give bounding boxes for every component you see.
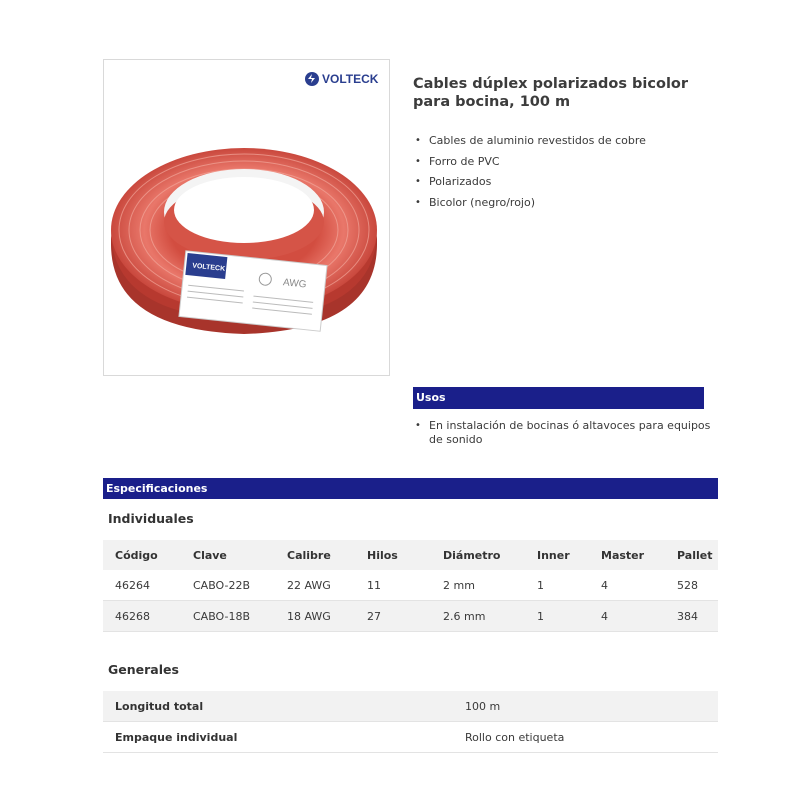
table-row [103, 691, 718, 722]
col-master: Master [589, 540, 665, 570]
table-row [103, 722, 718, 753]
col-clave: Clave [181, 540, 275, 570]
generales-label: Empaque individual [103, 722, 453, 753]
product-image [103, 59, 390, 376]
usos-header: Usos [413, 387, 704, 409]
cell-master: 4 [589, 601, 665, 632]
cell-clave: CABO-18B [181, 601, 275, 632]
feature-list [413, 131, 713, 213]
cell-pallet: 528 [665, 570, 718, 601]
specs-header: Especificaciones [103, 478, 718, 499]
generales-heading: Generales [108, 662, 179, 677]
col-inner: Inner [525, 540, 589, 570]
individuales-heading: Individuales [108, 511, 194, 526]
label-awg-text: AWG [282, 277, 308, 291]
cell-codigo: 46264 [103, 570, 181, 601]
cell-diametro: 2.6 mm [431, 601, 525, 632]
col-pallet: Pallet [665, 540, 718, 570]
feature-item: • Bicolor (negro/rojo) [413, 193, 713, 214]
cell-pallet: 384 [665, 601, 718, 632]
cell-clave: CABO-22B [181, 570, 275, 601]
generales-label: Longitud total [103, 691, 453, 722]
cell-inner: 1 [525, 570, 589, 601]
col-hilos: Hilos [355, 540, 431, 570]
col-calibre: Calibre [275, 540, 355, 570]
specs-table [103, 540, 718, 632]
feature-item: • Forro de PVC [413, 152, 713, 173]
product-label-card [179, 251, 327, 331]
brand-text: VOLTECK [322, 72, 379, 86]
volteck-logo [305, 72, 379, 86]
col-codigo: Código [103, 540, 181, 570]
cell-hilos: 27 [355, 601, 431, 632]
cell-calibre: 22 AWG [275, 570, 355, 601]
generales-value: 100 m [453, 691, 718, 722]
cell-master: 4 [589, 570, 665, 601]
cell-calibre: 18 AWG [275, 601, 355, 632]
specs-header-row [103, 540, 718, 570]
cell-inner: 1 [525, 601, 589, 632]
cell-diametro: 2 mm [431, 570, 525, 601]
label-brand-text: VOLTECK [191, 262, 226, 273]
feature-item: • Cables de aluminio revestidos de cobre [413, 131, 713, 152]
usos-item: • En instalación de bocinas ó altavoces para equipos de sonido [413, 419, 713, 447]
col-diametro: Diámetro [431, 540, 525, 570]
feature-item: • Polarizados [413, 172, 713, 193]
usos-list [413, 419, 713, 447]
cell-codigo: 46268 [103, 601, 181, 632]
table-row [103, 601, 718, 632]
table-row [103, 570, 718, 601]
cable-coil-image [104, 60, 391, 377]
cell-hilos: 11 [355, 570, 431, 601]
product-title: Cables dúplex polarizados bicolor para bocina, 100 m [413, 76, 689, 110]
generales-table [103, 691, 718, 753]
generales-value: Rollo con etiqueta [453, 722, 718, 753]
